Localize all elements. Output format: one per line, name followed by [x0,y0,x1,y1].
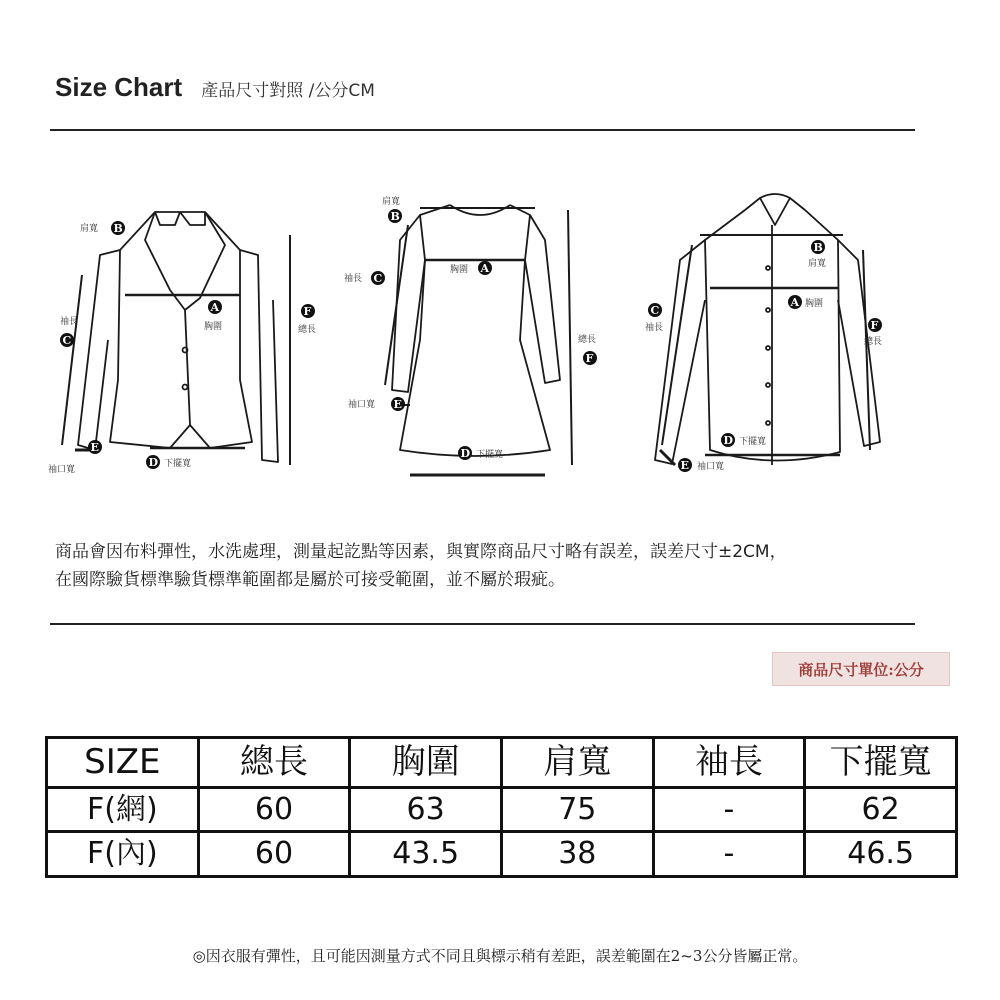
jacket-marker-f: F [303,305,312,318]
shirt-label-chest: 胸圍 [805,299,824,309]
header-hem: 下擺寬 [805,738,957,788]
dress-marker-a: A [480,262,490,275]
cell-shoulder: 38 [501,832,653,877]
page-header [55,72,375,103]
table-row [47,832,957,877]
dress-label-chest: 胸圍 [450,265,469,275]
jacket-marker-e: E [90,441,99,454]
jacket-label-length: 總長 [298,325,317,335]
shirt-illustration [655,194,883,465]
page-subtitle: 產品尺寸對照 /公分CM [201,81,375,101]
cell-size: F(網) [47,787,199,832]
cell-sleeve: - [653,787,805,832]
header-chest: 胸圍 [350,738,502,788]
jacket-label-sleeve: 袖長 [60,317,79,327]
cell-sleeve: - [653,832,805,877]
shirt-label-hem: 下擺寬 [739,437,767,447]
dress-marker-f: F [585,352,594,365]
shirt-markers [645,240,882,472]
shirt-label-cuff: 袖口寬 [697,462,725,472]
unit-badge: 商品尺寸單位:公分 [772,652,950,686]
shirt-marker-a: A [790,296,800,309]
cell-chest: 43.5 [350,832,502,877]
notice-line-1: 商品會因布料彈性，水洗處理，測量起訖點等因素，與實際商品尺寸略有誤差，誤差尺寸±2CM， [55,542,787,562]
jacket-label-cuff: 袖口寬 [48,465,76,475]
garment-illustrations [0,180,1000,500]
cell-shoulder: 75 [501,787,653,832]
cell-chest: 63 [350,787,502,832]
cell-length: 60 [198,832,350,877]
notice-line-2: 在國際驗貨標準驗貨標準範圍都是屬於可接受範圍，並不屬於瑕疵。 [55,570,565,590]
dress-label-length: 總長 [578,335,597,345]
jacket-label-hem: 下擺寬 [164,459,192,469]
size-table-header-row [47,738,957,788]
dress-label-hem: 下擺寬 [476,450,504,460]
dress-markers [344,195,597,460]
page-title: Size Chart [55,72,183,102]
jacket-label-shoulder: 肩寬 [80,224,99,234]
shirt-marker-d: D [723,434,734,447]
cell-hem: 62 [805,787,957,832]
shirt-marker-f: F [870,319,879,332]
shirt-marker-e: E [680,459,689,472]
divider-middle [50,623,915,625]
dress-label-shoulder: 肩寬 [382,197,401,207]
dress-marker-e: E [393,398,402,411]
shirt-label-shoulder: 肩寬 [808,259,827,269]
dress-marker-d: D [460,447,471,460]
jacket-marker-d: D [148,456,159,469]
dress-marker-c: C [373,272,383,285]
shirt-label-sleeve: 袖長 [645,323,664,333]
header-sleeve: 袖長 [653,738,805,788]
shirt-marker-c: C [650,304,660,317]
dress-label-sleeve: 袖長 [344,274,363,284]
jacket-marker-b: B [113,222,123,235]
jacket-label-chest: 胸圍 [204,322,223,332]
shirt-label-length: 總長 [864,337,883,347]
table-row [47,787,957,832]
dress-marker-b: B [390,210,400,223]
jacket-markers [48,221,316,475]
size-table [45,736,958,878]
jacket-marker-c: C [62,334,72,347]
shirt-marker-b: B [813,241,823,254]
divider-top [50,129,915,131]
header-shoulder: 肩寬 [501,738,653,788]
dress-label-cuff: 袖口寬 [348,400,376,410]
cell-length: 60 [198,787,350,832]
footnote: ◎因衣服有彈性，且可能因測量方式不同且與標示稍有差距，誤差範圍在2~3公分皆屬正常。 [192,947,808,965]
header-size: SIZE [47,738,199,788]
header-length: 總長 [198,738,350,788]
jacket-marker-a: A [210,301,220,314]
cell-hem: 46.5 [805,832,957,877]
cell-size: F(內) [47,832,199,877]
dress-illustration [385,205,572,475]
jacket-illustration [62,212,290,465]
measurement-notice [55,538,787,594]
